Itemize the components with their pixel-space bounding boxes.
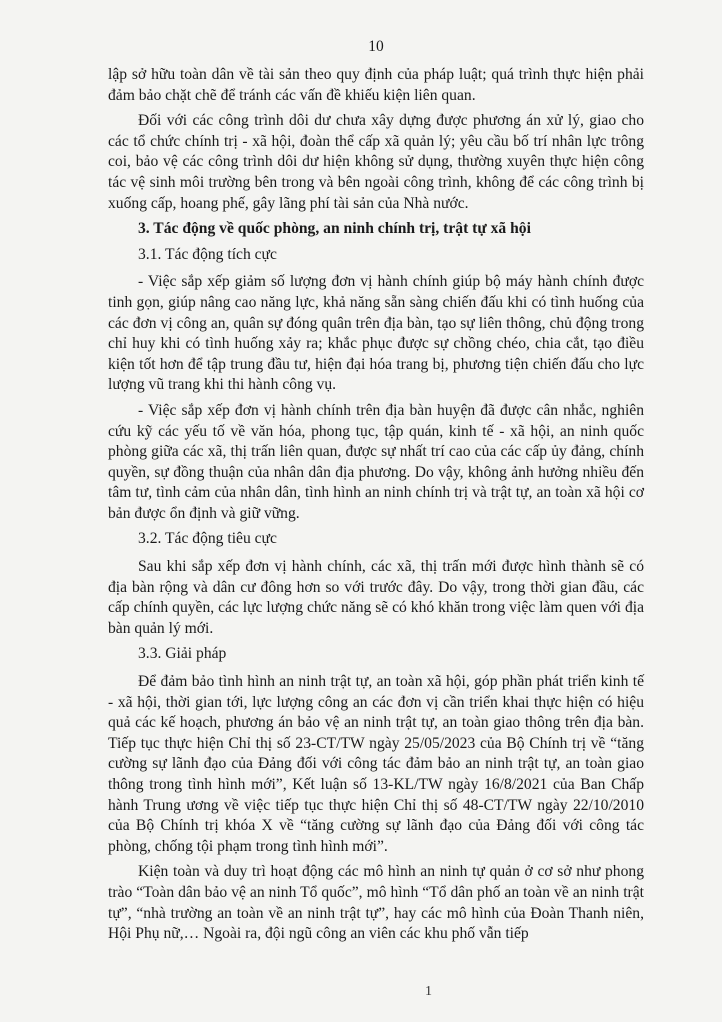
bottom-mark: 1	[425, 984, 432, 999]
paragraph-positive-impact-1: - Việc sắp xếp giảm số lượng đơn vị hành chính giúp bộ máy hành chính được tinh gọn, giúp nâng cao năng lực, khả năng sẵn sàng chiến đấu khi có tình huống của các đơn vị công an, quân sự đóng quân trên địa bàn, tạo sự liên thông, chủ động trong chỉ huy khi có tình huống xảy ra; khắc phục được sự chồng chéo, chia cắt, tạo điều kiện tốt hơn để tập trung đầu tư, hiện đại hóa trang bị, phương tiện chiến đấu cho lực lượng vũ trang khi thi hành công vụ.	[108, 273, 644, 394]
subheading-3-1: 3.1. Tác động tích cực	[138, 245, 277, 263]
paragraph-solutions-2: Kiện toàn và duy trì hoạt động các mô hình an ninh tự quản ở cơ sở như phong trào “Toàn dân bảo vệ an ninh Tổ quốc”, mô hình “Tổ dân phố an toàn về an ninh trật tự”, “nhà trường an toàn về an ninh trật tự”, hay các mô hình của Đoàn Thanh niên, Hội Phụ nữ,… Ngoài ra, đội ngũ công an viên các khu phố vẫn tiếp	[108, 863, 644, 943]
paragraph-negative-impact: Sau khi sắp xếp đơn vị hành chính, các xã, thị trấn mới được hình thành sẽ có địa bàn rộng và dân cư đông hơn so với trước đây. Do vậy, trong thời gian đầu, các cấp chính quyền, các lực lượng chức năng sẽ có khó khăn trong việc làm quen với địa bàn quản lý mới.	[108, 558, 644, 637]
paragraph-solutions-1: Để đảm bảo tình hình an ninh trật tự, an toàn xã hội, góp phần phát triển kinh tế - xã hội, thời gian tới, lực lượng công an các đơn vị cần triển khai thực hiện có hiệu quả các kế hoạch, phương án bảo vệ an ninh trật tự, an toàn giao thông trên địa bàn. Tiếp tục thực hiện Chỉ thị số 23-CT/TW ngày 25/05/2023 của Bộ Chính trị về “tăng cường sự lãnh đạo của Đảng đối với công tác đảm bảo an ninh trật tự, an toàn giao thông trong tình hình mới”, Kết luận số 13-KL/TW ngày 16/8/2021 của Ban Chấp hành Trung ương về việc tiếp tục thực hiện Chỉ thị số 48-CT/TW ngày 22/10/2010 của Bộ Chính trị khóa X về “tăng cường sự lãnh đạo của Đảng đối với công tác phòng, chống tội phạm trong tình hình mới”.	[108, 673, 644, 855]
paragraph-continuation: lập sở hữu toàn dân về tài sản theo quy định của pháp luật; quá trình thực hiện phải đảm bảo chặt chẽ để tránh các vấn đề khiếu kiện liên quan.	[108, 66, 644, 104]
page-number: 10	[368, 38, 384, 55]
paragraph-surplus-buildings: Đối với các công trình dôi dư chưa xây dựng được phương án xử lý, giao cho các tổ chức chính trị - xã hội, đoàn thể cấp xã quản lý; yêu cầu bố trí nhân lực trông coi, bảo vệ các công trình dôi dư hiện không sử dụng, thường xuyên thực hiện công tác vệ sinh môi trường bên trong và bên ngoài công trình, không để các công trình bị xuống cấp, hoang phế, gây lãng phí tài sản của Nhà nước.	[108, 112, 644, 212]
paragraph-positive-impact-2: - Việc sắp xếp đơn vị hành chính trên địa bàn huyện đã được cân nhắc, nghiên cứu kỹ các yếu tố về văn hóa, phong tục, tập quán, kinh tế - xã hội, an ninh quốc phòng giữa các xã, thị trấn liên quan, được sự nhất trí cao của các cấp ủy đảng, chính quyền, sự đồng thuận của nhân dân địa phương. Do vậy, không ảnh hưởng nhiều đến tâm tư, tình cảm của nhân dân, tình hình an ninh chính trị và trật tự, an toàn xã hội cơ bản được ổn định và giữ vững.	[108, 401, 644, 522]
subheading-3-2: 3.2. Tác động tiêu cực	[138, 530, 277, 548]
section-heading-3: 3. Tác động về quốc phòng, an ninh chính trị, trật tự xã hội	[138, 220, 531, 238]
subheading-3-3: 3.3. Giải pháp	[138, 645, 227, 663]
